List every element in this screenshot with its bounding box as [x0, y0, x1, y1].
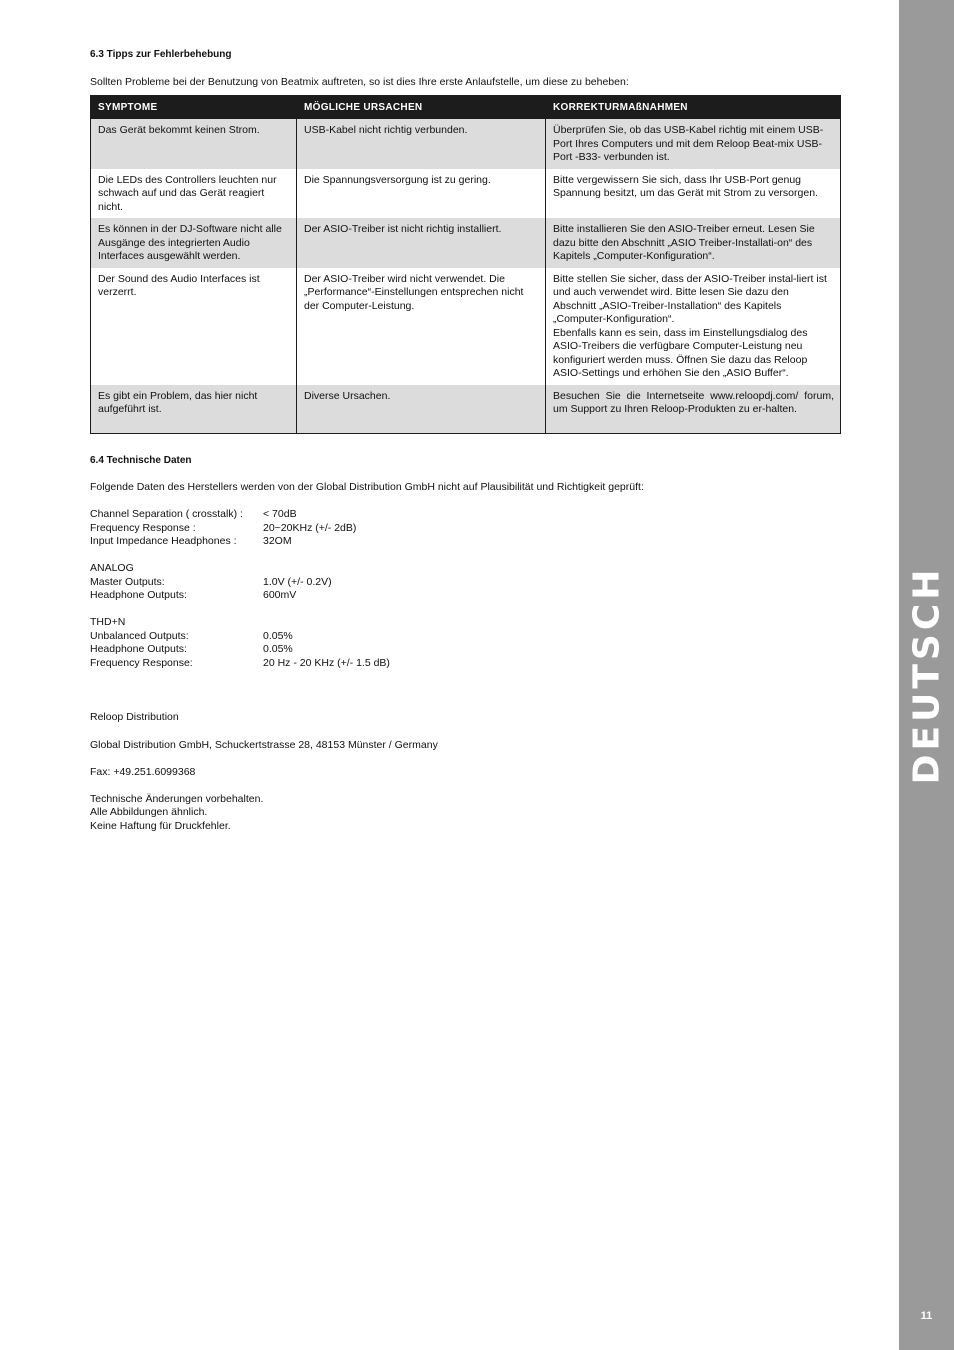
company-name: Reloop Distribution: [90, 711, 179, 723]
spec-label: Master Outputs:: [90, 575, 165, 588]
language-sidebar: [899, 0, 954, 1350]
cause-cell: Der ASIO-Treiber ist nicht richtig installiert.: [297, 218, 546, 268]
cause-cell: Der ASIO-Treiber wird nicht verwendet. Die „Performance“-Einstellungen entsprechen nicht der Computer-Leistung.: [297, 268, 546, 385]
troubleshooting-table: [90, 95, 841, 434]
fix-cell: Bitte stellen Sie sicher, dass der ASIO-Treiber instal-liert ist und auch verwendet wird. Bitte lesen Sie dazu den Abschnitt „ASIO-Treiber-Installation“ des Kapitels „Computer-Konfiguration“. Ebenfalls kann es sein, dass im Einstellungsdialog des ASIO-Treibers die verfügbare Computer-Leistung neu konfiguriert werden muss. Öffnen Sie dazu das Reloop ASIO-Settings und erhöhen Sie den „ASIO Buffer“.: [546, 268, 841, 385]
spec-value: < 70dB: [263, 508, 297, 520]
table-header-row: [91, 95, 841, 119]
table-row: [91, 385, 841, 434]
fix-cell: Bitte vergewissern Sie sich, dass Ihr USB-Port genug Spannung besitzt, um das Gerät mit Strom zu versorgen.: [546, 169, 841, 219]
symptom-cell: Es gibt ein Problem, das hier nicht aufgeführt ist.: [91, 385, 297, 434]
spec-row: [90, 643, 293, 657]
spec-value: 20 Hz - 20 KHz (+/- 1.5 dB): [263, 656, 390, 669]
table-row: [91, 268, 841, 385]
symptom-cell: Die LEDs des Controllers leuchten nur schwach auf und das Gerät reagiert nicht.: [91, 169, 297, 219]
spec-value: 0.05%: [263, 643, 293, 655]
specs-heading: 6.4 Technische Daten: [90, 455, 192, 466]
table-row: [91, 169, 841, 219]
fix-cell: Überprüfen Sie, ob das USB-Kabel richtig mit einem USB-Port Ihres Computers und mit dem Reloop Beat-mix USB-Port -B33- verbunden ist.: [546, 119, 841, 169]
spec-group-title: ANALOG: [90, 562, 134, 574]
spec-row: [90, 575, 332, 590]
disclaimer-line: Alle Abbildungen ähnlich.: [90, 806, 208, 818]
company-address: Global Distribution GmbH, Schuckertstrasse 28, 48153 Münster / Germany: [90, 739, 438, 751]
specs-thd: [90, 616, 390, 670]
symptom-cell: Es können in der DJ-Software nicht alle Ausgänge des integrierten Audio Interfaces ausgewählt werden.: [91, 218, 297, 268]
spec-label: Headphone Outputs:: [90, 643, 187, 655]
disclaimer-line: Technische Änderungen vorbehalten.: [90, 793, 264, 805]
spec-label: Frequency Response :: [90, 521, 196, 534]
fix-cell: Bitte installieren Sie den ASIO-Treiber erneut. Lesen Sie dazu bitte den Abschnitt „ASIO Treiber-Installati-on“ des Kapitels „Computer-Konfiguration“.: [546, 218, 841, 268]
troubleshooting-intro: Sollten Probleme bei der Benutzung von Beatmix auftreten, so ist dies Ihre erste Anlaufstelle, um diese zu beheben:: [90, 76, 629, 88]
spec-label: Input Impedance Headphones :: [90, 535, 237, 547]
column-header-cause: MÖGLICHE URSACHEN: [297, 95, 546, 119]
spec-label: Unbalanced Outputs:: [90, 629, 189, 642]
column-header-fix: KORREKTURMAßNAHMEN: [546, 95, 841, 119]
page-number: 11: [920, 1310, 933, 1322]
table-row: [91, 119, 841, 169]
spec-value: 600mV: [263, 589, 297, 601]
spec-row: [90, 589, 297, 603]
disclaimer-line: Keine Haftung für Druckfehler.: [90, 820, 231, 832]
spec-group-title: THD+N: [90, 616, 126, 628]
spec-label: Headphone Outputs:: [90, 589, 187, 601]
table-row: [91, 218, 841, 268]
symptom-cell: Der Sound des Audio Interfaces ist verzerrt.: [91, 268, 297, 385]
column-header-symptom: SYMPTOME: [91, 95, 297, 119]
symptom-cell: Das Gerät bekommt keinen Strom.: [91, 119, 297, 169]
spec-value: 0.05%: [263, 629, 293, 642]
fix-cell: Besuchen Sie die Internetseite www.reloopdj.com/ forum, um Support zu Ihren Reloop-Produkten zu er-halten.: [546, 385, 841, 434]
troubleshooting-heading: 6.3 Tipps zur Fehlerbehebung: [90, 49, 232, 60]
spec-row: [90, 629, 293, 644]
spec-value: 32OM: [263, 535, 292, 547]
spec-label: Channel Separation ( crosstalk) :: [90, 508, 243, 520]
company-fax: Fax: +49.251.6099368: [90, 766, 196, 778]
specs-analog: [90, 562, 332, 603]
specs-intro: Folgende Daten des Herstellers werden von der Global Distribution GmbH nicht auf Plausibilität und Richtigkeit geprüft:: [90, 481, 644, 493]
language-label: DEUTSCH: [905, 565, 947, 785]
spec-label: Frequency Response:: [90, 656, 193, 669]
spec-row: [90, 656, 390, 671]
spec-value: 1.0V (+/- 0.2V): [263, 575, 332, 588]
cause-cell: USB-Kabel nicht richtig verbunden.: [297, 119, 546, 169]
spec-value: 20~20KHz (+/- 2dB): [263, 521, 357, 534]
cause-cell: Diverse Ursachen.: [297, 385, 546, 434]
cause-cell: Die Spannungsversorgung ist zu gering.: [297, 169, 546, 219]
